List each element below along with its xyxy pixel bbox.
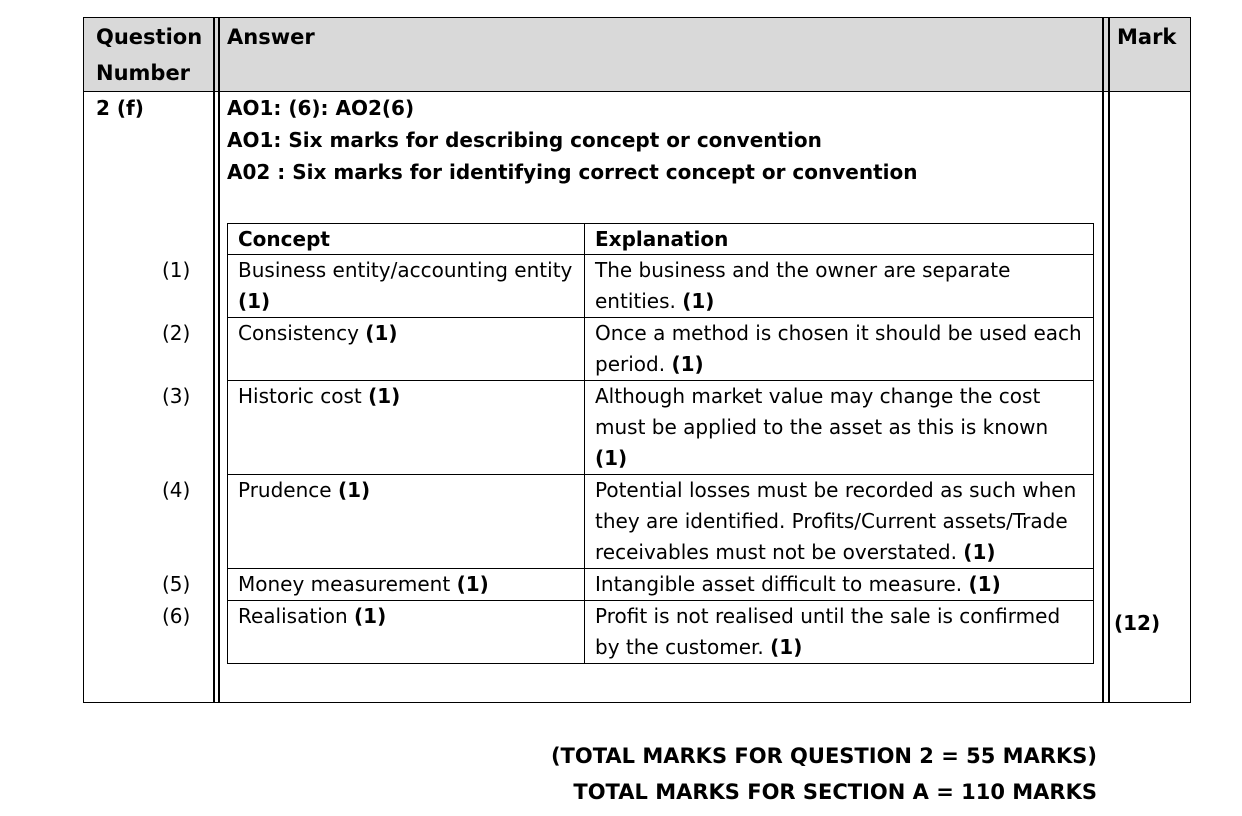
question-mark: (12) — [1114, 611, 1161, 635]
table-row — [228, 475, 1094, 569]
header-answer: Answer — [227, 25, 315, 49]
explanation-text: Potential losses must be recorded as such when they are identified. Profits/Current assets/Trade receivables must not be overstated. — [595, 478, 1077, 564]
table-row — [228, 569, 1094, 601]
explanation-text: Intangible asset difficult to measure. — [595, 572, 963, 596]
concept-name: Realisation — [238, 604, 348, 628]
concept-cell — [162, 475, 585, 569]
ao-line: A02 : Six marks for identifying correct concept or convention — [227, 160, 918, 184]
explanation-text: Profit is not realised until the sale is confirmed by the customer. — [595, 604, 1061, 659]
explanation-cell — [585, 569, 1094, 601]
concept-name: Business entity/accounting entity — [238, 258, 573, 282]
ao-line: AO1: (6): AO2(6) — [227, 96, 415, 120]
table-row — [228, 601, 1094, 664]
total-marks-question: (TOTAL MARKS FOR QUESTION 2 = 55 MARKS) — [550, 744, 1097, 768]
explanation-mark: (1) — [968, 572, 1001, 596]
explanation-cell — [585, 255, 1094, 318]
explanation-header: Explanation — [585, 224, 1094, 255]
concept-mark: (1) — [238, 289, 271, 313]
explanation-mark: (1) — [595, 446, 628, 470]
concept-cell — [162, 255, 585, 318]
concept-name: Consistency — [238, 321, 359, 345]
concept-table — [162, 223, 1094, 664]
total-marks-section: TOTAL MARKS FOR SECTION A = 110 MARKS — [573, 780, 1097, 804]
explanation-text: Once a method is chosen it should be used each period. — [595, 321, 1082, 376]
concept-number: (4) — [162, 478, 191, 502]
ao-line: AO1: Six marks for describing concept or convention — [227, 128, 822, 152]
column-divider — [1108, 18, 1110, 702]
mark-scheme-table — [83, 17, 1191, 703]
concept-name: Money measurement — [238, 572, 451, 596]
concept-table-header — [228, 224, 1094, 255]
header-question-number: Question Number — [96, 25, 203, 85]
explanation-text: Although market value may change the cost must be applied to the asset as this is known — [595, 384, 1049, 439]
concept-number: (6) — [162, 604, 191, 628]
concept-name: Prudence — [238, 478, 332, 502]
concept-mark: (1) — [365, 321, 398, 345]
concept-mark: (1) — [456, 572, 489, 596]
explanation-mark: (1) — [963, 540, 996, 564]
question-number: 2 (f) — [96, 96, 144, 120]
assessment-objectives — [227, 92, 918, 188]
explanation-mark: (1) — [682, 289, 715, 313]
concept-number: (5) — [162, 572, 191, 596]
explanation-cell — [585, 601, 1094, 664]
concept-header: Concept — [228, 224, 585, 255]
table-row — [228, 255, 1094, 318]
explanation-cell — [585, 318, 1094, 381]
concept-mark: (1) — [337, 478, 371, 502]
concept-cell — [162, 381, 585, 475]
concept-cell — [162, 318, 585, 381]
explanation-mark: (1) — [671, 352, 704, 376]
table-row — [228, 318, 1094, 381]
concept-mark: (1) — [354, 604, 387, 628]
explanation-text: The business and the owner are separate entities. — [595, 258, 1011, 313]
concept-name: Historic cost — [238, 384, 362, 408]
explanation-mark: (1) — [770, 635, 803, 659]
concept-number: (3) — [162, 384, 191, 408]
column-divider — [1102, 18, 1104, 702]
concept-cell — [162, 569, 585, 601]
table-row — [228, 381, 1094, 475]
explanation-cell — [585, 381, 1094, 475]
concept-mark: (1) — [368, 384, 401, 408]
explanation-cell — [585, 475, 1094, 569]
concept-number: (1) — [162, 258, 191, 282]
concept-cell — [162, 601, 585, 664]
concept-number: (2) — [162, 321, 191, 345]
header-mark: Mark — [1117, 25, 1177, 49]
